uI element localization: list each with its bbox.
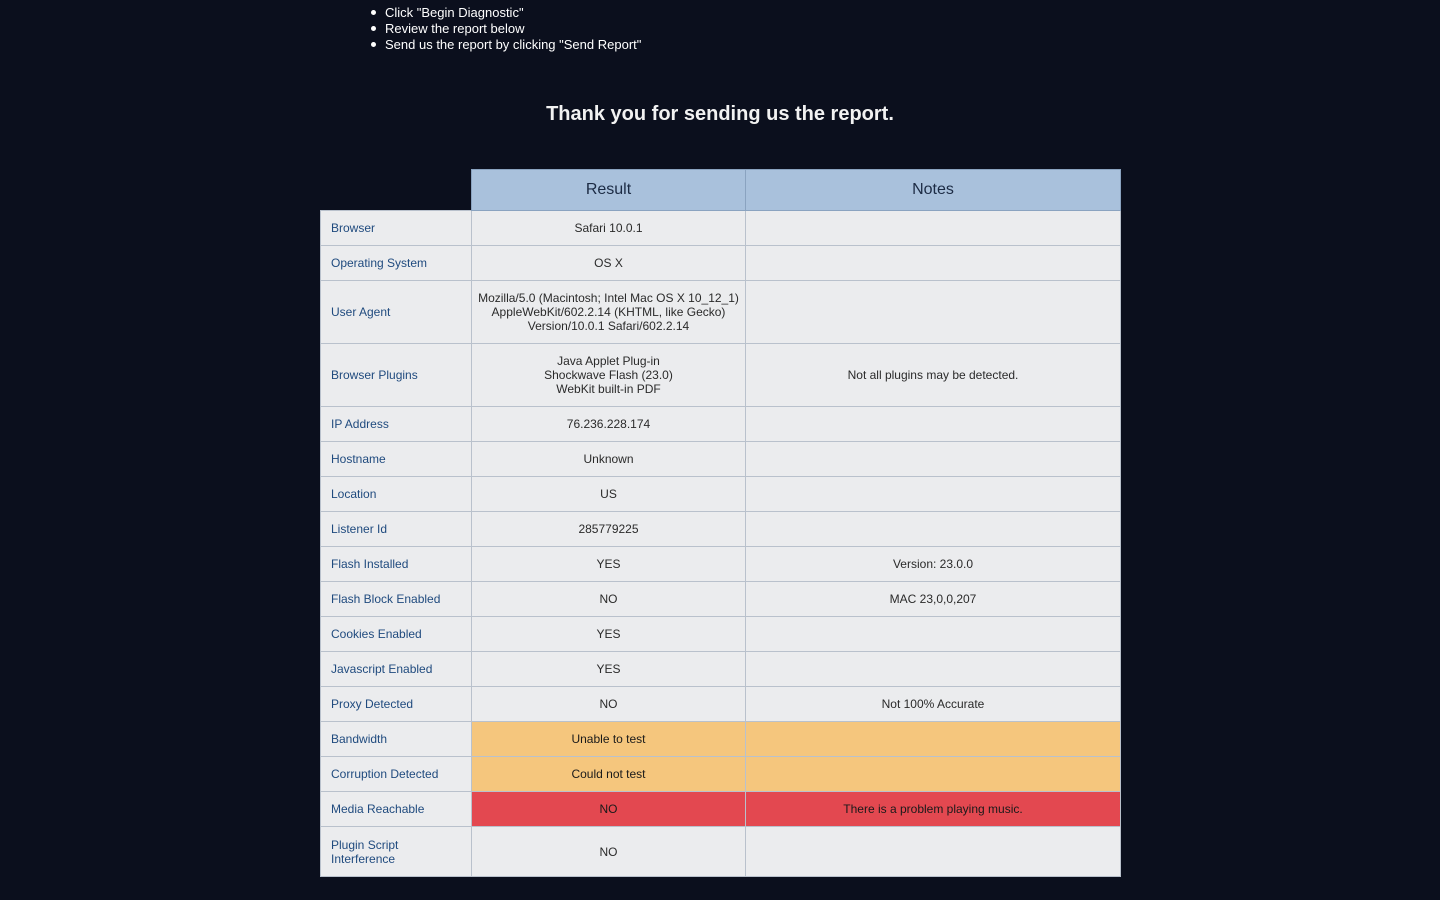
- row-result: 76.236.228.174: [472, 407, 746, 442]
- row-result: OS X: [472, 246, 746, 281]
- row-result: NO: [472, 582, 746, 617]
- row-location: [321, 477, 1121, 512]
- instruction-item: Click "Begin Diagnostic": [385, 5, 641, 21]
- row-operating-system: [321, 246, 1121, 281]
- row-notes: [746, 617, 1121, 652]
- row-result: Unable to test: [472, 722, 746, 757]
- row-result: NO: [472, 792, 746, 827]
- row-label: Operating System: [321, 246, 472, 281]
- row-label: Listener Id: [321, 512, 472, 547]
- row-notes: Not all plugins may be detected.: [746, 344, 1121, 407]
- diagnostic-report-table: [320, 169, 1121, 877]
- instruction-item: Review the report below: [385, 21, 641, 37]
- row-label: Hostname: [321, 442, 472, 477]
- header-notes: Notes: [746, 170, 1121, 211]
- row-label: Plugin Script Interference: [321, 827, 472, 877]
- instruction-list: [385, 5, 641, 53]
- row-label: Cookies Enabled: [321, 617, 472, 652]
- row-notes: [746, 281, 1121, 344]
- row-result: YES: [472, 617, 746, 652]
- row-result: Could not test: [472, 757, 746, 792]
- row-result: Safari 10.0.1: [472, 211, 746, 246]
- row-notes: There is a problem playing music.: [746, 792, 1121, 827]
- row-result: Unknown: [472, 442, 746, 477]
- row-label: Location: [321, 477, 472, 512]
- row-notes: Version: 23.0.0: [746, 547, 1121, 582]
- row-listener-id: [321, 512, 1121, 547]
- header-blank: [321, 170, 472, 211]
- row-user-agent: [321, 281, 1121, 344]
- row-label: Browser Plugins: [321, 344, 472, 407]
- row-hostname: [321, 442, 1121, 477]
- row-corruption-detected: [321, 757, 1121, 792]
- row-label: Flash Block Enabled: [321, 582, 472, 617]
- row-cookies-enabled: [321, 617, 1121, 652]
- row-label: IP Address: [321, 407, 472, 442]
- row-label: Javascript Enabled: [321, 652, 472, 687]
- row-label: Flash Installed: [321, 547, 472, 582]
- instruction-item: Send us the report by clicking "Send Report": [385, 37, 642, 52]
- row-result: NO: [472, 687, 746, 722]
- row-result: YES: [472, 547, 746, 582]
- row-notes: [746, 722, 1121, 757]
- row-notes: [746, 246, 1121, 281]
- row-result: US: [472, 477, 746, 512]
- row-label: Corruption Detected: [321, 757, 472, 792]
- row-result: YES: [472, 652, 746, 687]
- row-browser: [321, 211, 1121, 246]
- row-label: Browser: [321, 211, 472, 246]
- row-notes: [746, 757, 1121, 792]
- header-result: Result: [472, 170, 746, 211]
- row-result: NO: [472, 827, 746, 877]
- row-ip-address: [321, 407, 1121, 442]
- table-header-row: [321, 170, 1121, 211]
- row-notes: [746, 477, 1121, 512]
- row-javascript-enabled: [321, 652, 1121, 687]
- thank-you-message: Thank you for sending us the report.: [546, 103, 894, 125]
- row-result: Java Applet Plug-in Shockwave Flash (23.0) WebKit built-in PDF: [472, 344, 746, 407]
- row-notes: [746, 442, 1121, 477]
- row-label: Bandwidth: [321, 722, 472, 757]
- row-notes: [746, 652, 1121, 687]
- row-flash-installed: [321, 547, 1121, 582]
- row-notes: [746, 407, 1121, 442]
- row-label: Media Reachable: [321, 792, 472, 827]
- row-media-reachable: [321, 792, 1121, 827]
- row-result: Mozilla/5.0 (Macintosh; Intel Mac OS X 10_12_1) AppleWebKit/602.2.14 (KHTML, like Gecko) Version/10.0.1 Safari/602.2.14: [472, 281, 746, 344]
- row-notes: Not 100% Accurate: [746, 687, 1121, 722]
- row-label: Proxy Detected: [321, 687, 472, 722]
- row-browser-plugins: [321, 344, 1121, 407]
- row-notes: MAC 23,0,0,207: [746, 582, 1121, 617]
- row-notes: [746, 827, 1121, 877]
- row-plugin-script-interference: [321, 827, 1121, 877]
- row-notes: [746, 512, 1121, 547]
- row-bandwidth: [321, 722, 1121, 757]
- row-result: 285779225: [472, 512, 746, 547]
- row-flash-block-enabled: [321, 582, 1121, 617]
- row-label: User Agent: [321, 281, 472, 344]
- row-notes: [746, 211, 1121, 246]
- row-proxy-detected: [321, 687, 1121, 722]
